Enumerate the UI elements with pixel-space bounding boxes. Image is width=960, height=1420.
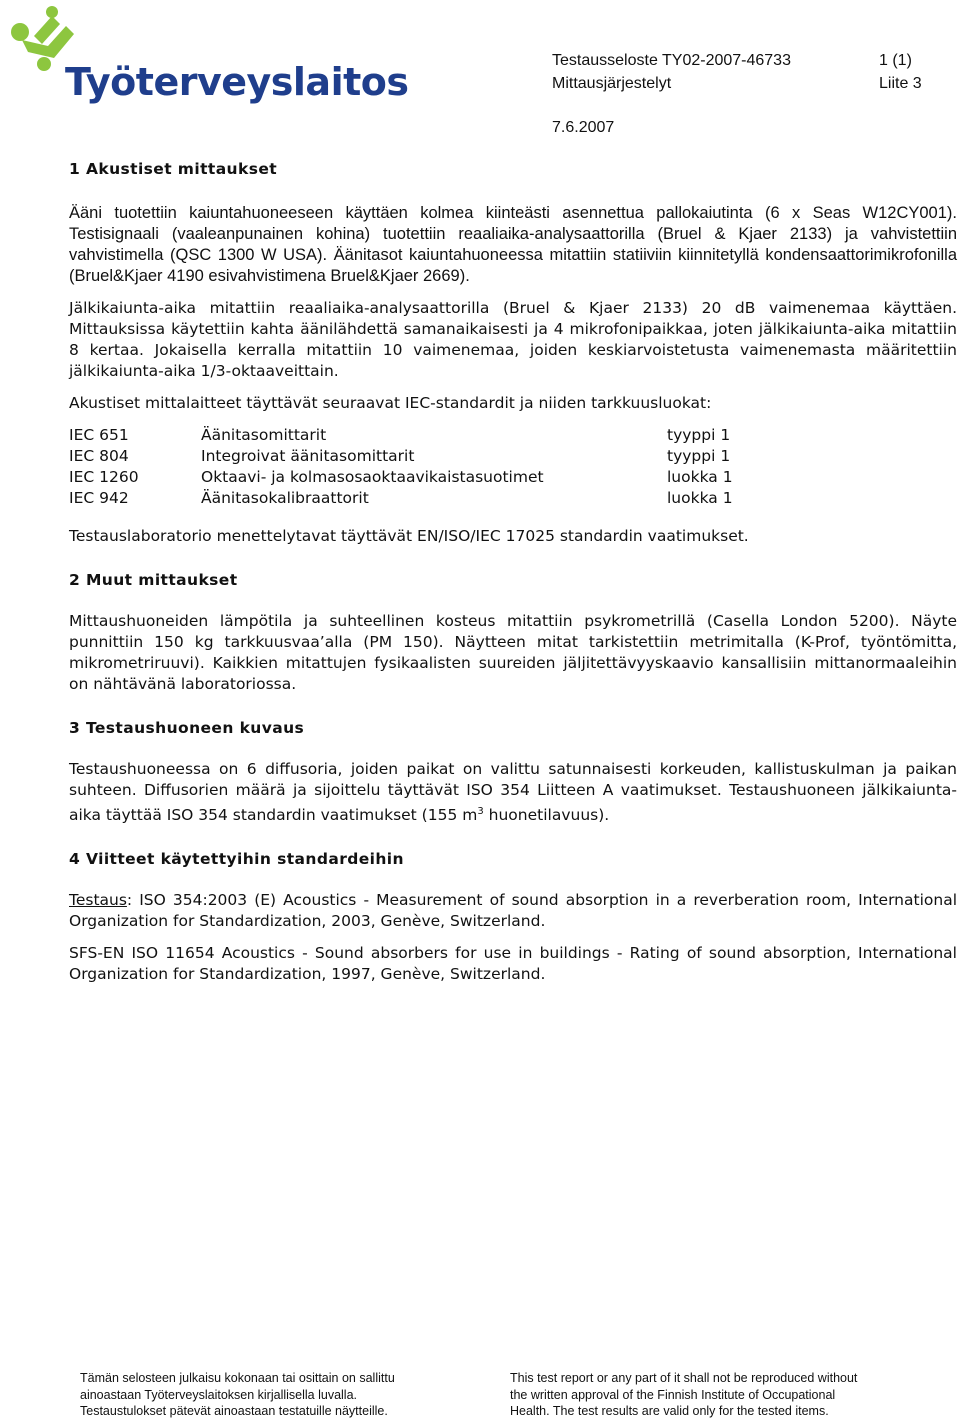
standard-description: Äänitasomittarit <box>201 426 327 444</box>
reference-iso-354 <box>69 890 957 932</box>
report-date: 7.6.2007 <box>552 119 615 136</box>
footer-line: the written approval of the Finnish Institute of Occupational <box>510 1387 836 1402</box>
standard-description: Oktaavi- ja kolmasosaoktaavikaistasuotimet <box>201 468 544 486</box>
page-count: 1 (1) <box>879 52 912 69</box>
reference-sfs-en-iso-11654: SFS-EN ISO 11654 Acoustics - Sound absorbers for use in buildings - Rating of sound absorption, International Organization for Standardization, 1997, Genève, Switzerland. <box>69 944 957 984</box>
section-1-paragraph-standards-intro: Akustiset mittalaitteet täyttävät seuraavat IEC-standardit ja niiden tarkkuusluokat: <box>69 394 712 412</box>
footer-line: ainoastaan Työterveyslaitoksen kirjallisella luvalla. <box>80 1387 357 1402</box>
section-3-text-end: huonetilavuus). <box>483 806 610 825</box>
section-3-paragraph <box>69 759 957 826</box>
standard-code: IEC 651 <box>69 426 129 444</box>
section-3-text: Testaushuoneessa on 6 diffusoria, joiden paikat on valittu satunnaisesti korkeuden, kallistuskulman ja paikan suhteen. Diffusorien määrä ja sijoittelu täyttävät ISO 354 Liitteen A vaatimukset. Testaushuoneen jälkikaiunta-aika täyttää ISO 354 standardin vaatimukset (155 m <box>69 760 957 825</box>
footer-finnish <box>80 1370 395 1420</box>
iec-standards-table <box>69 426 733 510</box>
table-row <box>69 489 733 510</box>
section-2-paragraph: Mittaushuoneiden lämpötila ja suhteellinen kosteus mitattiin psykrometrillä (Casella London 5200). Näyte punnittiin 150 kg tarkkuusvaa’alla (PM 150). Näytteen mitat tarkistettiin metrimitalla (K-Prof, työntömitta, mikrometriruuvi). Kaikkien mitattujen fysikaalisten suureiden jäljitettävyyskaavio kansallisiin mittanormaaleihin on nähtävänä laboratoriossa. <box>69 612 957 693</box>
logo-wordmark: Työterveyslaitos <box>65 60 409 104</box>
standard-description: Integroivat äänitasomittarit <box>201 447 415 465</box>
section-2-heading: 2 Muut mittaukset <box>69 571 238 589</box>
standard-class: luokka 1 <box>667 489 733 507</box>
cubic-superscript: 3 <box>477 806 484 817</box>
standard-code: IEC 1260 <box>69 468 139 486</box>
document-subject: Mittausjärjestelyt <box>552 75 672 92</box>
section-3-heading: 3 Testaushuoneen kuvaus <box>69 719 305 737</box>
section-1-paragraph-laboratory: Testauslaboratorio menettelytavat täyttävät EN/ISO/IEC 17025 standardin vaatimukset. <box>69 527 749 545</box>
reference-text: : ISO 354:2003 (E) Acoustics - Measurement of sound absorption in a reverberation room, International Organization for Standardization, 2003, Genève, Switzerland. <box>69 891 957 931</box>
standard-code: IEC 804 <box>69 447 129 465</box>
table-row <box>69 468 733 489</box>
standard-code: IEC 942 <box>69 489 129 507</box>
footer-english <box>510 1370 857 1420</box>
footer-line: This test report or any part of it shall not be reproduced without <box>510 1371 858 1385</box>
reference-label: Testaus <box>69 891 127 910</box>
footer-line: Tämän selosteen julkaisu kokonaan tai osittain on sallittu <box>80 1371 395 1385</box>
table-row <box>69 447 733 468</box>
section-4-heading: 4 Viitteet käytettyihin standardeihin <box>69 850 404 869</box>
footer-line: Health. The test results are valid only for the tested items. <box>510 1404 829 1418</box>
table-row <box>69 426 733 447</box>
footer-line: Testaustulokset pätevät ainoastaan testatuille näytteille. <box>80 1404 388 1418</box>
section-1-paragraph-sound-source: Ääni tuotettiin kaiuntahuoneeseen käyttäen kolmea kiinteästi asennettua pallokaiutinta (6 x Seas W12CY001). Testisignaali (vaaleanpunainen kohina) tuotettiin reaaliaika-analysaattorilla (Bruel & Kjaer 2133) ja vahvistettiin vahvistimella (QSC 1300 W USA). Äänitasot kaiuntahuoneessa mitattiin statiiviin kiinnitetyllä kondensaattorimikrofonilla (Bruel&Kjaer 4190 esivahvistimena Bruel&Kjaer 2669). <box>69 204 957 285</box>
report-body <box>69 160 957 985</box>
standard-class: luokka 1 <box>667 468 733 486</box>
standard-class: tyyppi 1 <box>667 426 731 444</box>
report-number: Testausseloste TY02-2007-46733 <box>552 52 791 69</box>
standard-description: Äänitasokalibraattorit <box>201 489 369 507</box>
standard-class: tyyppi 1 <box>667 447 731 465</box>
section-1-heading: 1 Akustiset mittaukset <box>69 160 278 178</box>
appendix-label: Liite 3 <box>879 75 922 92</box>
section-1-paragraph-reverberation: Jälkikaiunta-aika mitattiin reaaliaika-analysaattorilla (Bruel & Kjaer 2133) 20 dB vaimenemaa käyttäen. Mittauksissa käytettiin kahta äänilähdettä samanaikaisesti ja 4 mikrofonipaikkaa, joten jälkikaiunta-aika mitattiin 8 kertaa. Jokaisella kerralla mitattiin 10 vaimenemaa, joiden keskiarvoistetusta vaimenemasta määritettiin jälkikaiunta-aika 1/3-oktaaveittain. <box>69 299 957 380</box>
